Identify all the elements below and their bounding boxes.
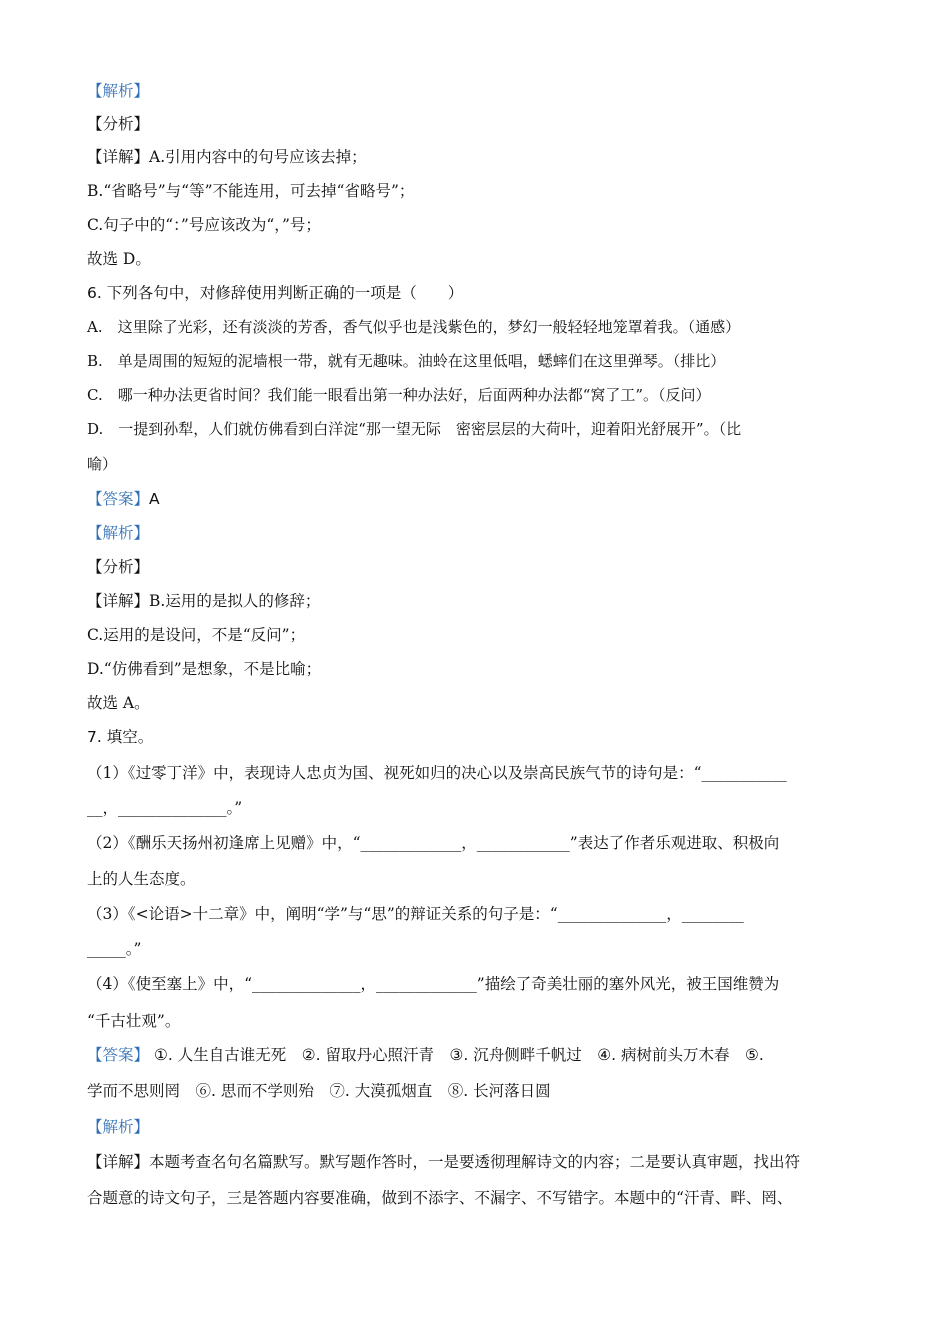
option-line: A. 这里除了光彩，还有淡淡的芳香，香气似乎也是浅紫色的，梦幻一般轻轻地笼罩着我。（通感）	[87, 318, 741, 336]
analysis-heading: 【解析】	[87, 82, 150, 100]
text-line: 【详解】本题考查名句名篇默写。默写题作答时，一是要透彻理解诗文的内容；二是要认真审题，找出符	[87, 1153, 801, 1171]
answer-value: A	[149, 490, 160, 508]
text-line: C.句子中的“：”号应该改为“，”号；	[87, 216, 321, 234]
text-line: 合题意的诗文句子，三是答题内容要准确，做到不添字、不漏字、不写错字。本题中的“汗青、畔、罔、	[87, 1189, 793, 1207]
text-line: （3）《<论语>十二章》中，阐明“学”与“思”的辩证关系的句子是：“______________，________	[87, 905, 744, 923]
analysis-heading: 【解析】	[87, 524, 150, 542]
text-line: 上的人生态度。	[87, 870, 196, 888]
text-line: 【分析】	[87, 115, 150, 133]
answer-label: 【答案】	[87, 1046, 150, 1064]
question-stem: 6. 下列各句中，对修辞使用判断正确的一项是（ ）	[87, 284, 464, 302]
question-stem: 7. 填空。	[87, 728, 154, 746]
text-line: _____。”	[87, 940, 142, 958]
text-line: （1）《过零丁洋》中，表现诗人忠贞为国、视死如归的决心以及崇高民族气节的诗句是：“___________	[87, 764, 787, 782]
answer-line	[87, 488, 160, 510]
text-line: __，______________。”	[87, 799, 243, 817]
analysis-heading: 【解析】	[87, 1118, 150, 1136]
text-line: 【分析】	[87, 558, 150, 576]
text-line: 【详解】B.运用的是拟人的修辞；	[87, 592, 321, 610]
option-line: B. 单是周围的短短的泥墙根一带，就有无趣味。油蛉在这里低唱，蟋蟀们在这里弹琴。（排比）	[87, 352, 726, 370]
text-line: B.“省略号”与“等”不能连用，可去掉“省略号”；	[87, 182, 415, 200]
answer-line	[87, 1044, 764, 1066]
text-line: （4）《使至塞上》中，“______________，_____________”描绘了奇美壮丽的塞外风光，被王国维赞为	[87, 975, 780, 993]
answer-label: 【答案】	[87, 490, 150, 508]
text-line: “千古壮观”。	[87, 1012, 181, 1030]
option-line: C. 哪一种办法更省时间？我们能一眼看出第一种办法好，后面两种办法都“窝了工”。（反问）	[87, 386, 711, 404]
text-line: D.“仿佛看到”是想象，不是比喻；	[87, 660, 322, 678]
answer-value: ①. 人生自古谁无死 ②. 留取丹心照汗青 ③. 沉舟侧畔千帆过 ④. 病树前头万木春 ⑤.	[149, 1046, 764, 1064]
option-line: D. 一提到孙犁，人们就仿佛看到白洋淀“那一望无际 密密层层的大荷叶，迎着阳光舒展开”。（比	[87, 420, 742, 438]
text-line: 故选 A。	[87, 694, 150, 712]
text-line: 【详解】A.引用内容中的句号应该去掉；	[87, 148, 367, 166]
text-line: C.运用的是设问，不是“反问”；	[87, 626, 306, 644]
text-line: 故选 D。	[87, 250, 151, 268]
text-line: 学而不思则罔 ⑥. 思而不学则殆 ⑦. 大漠孤烟直 ⑧. 长河落日圆	[87, 1082, 551, 1100]
text-line: （2）《酬乐天扬州初逢席上见赠》中，“_____________，____________”表达了作者乐观进取、积极向	[87, 834, 780, 852]
option-line: 喻）	[87, 455, 118, 473]
